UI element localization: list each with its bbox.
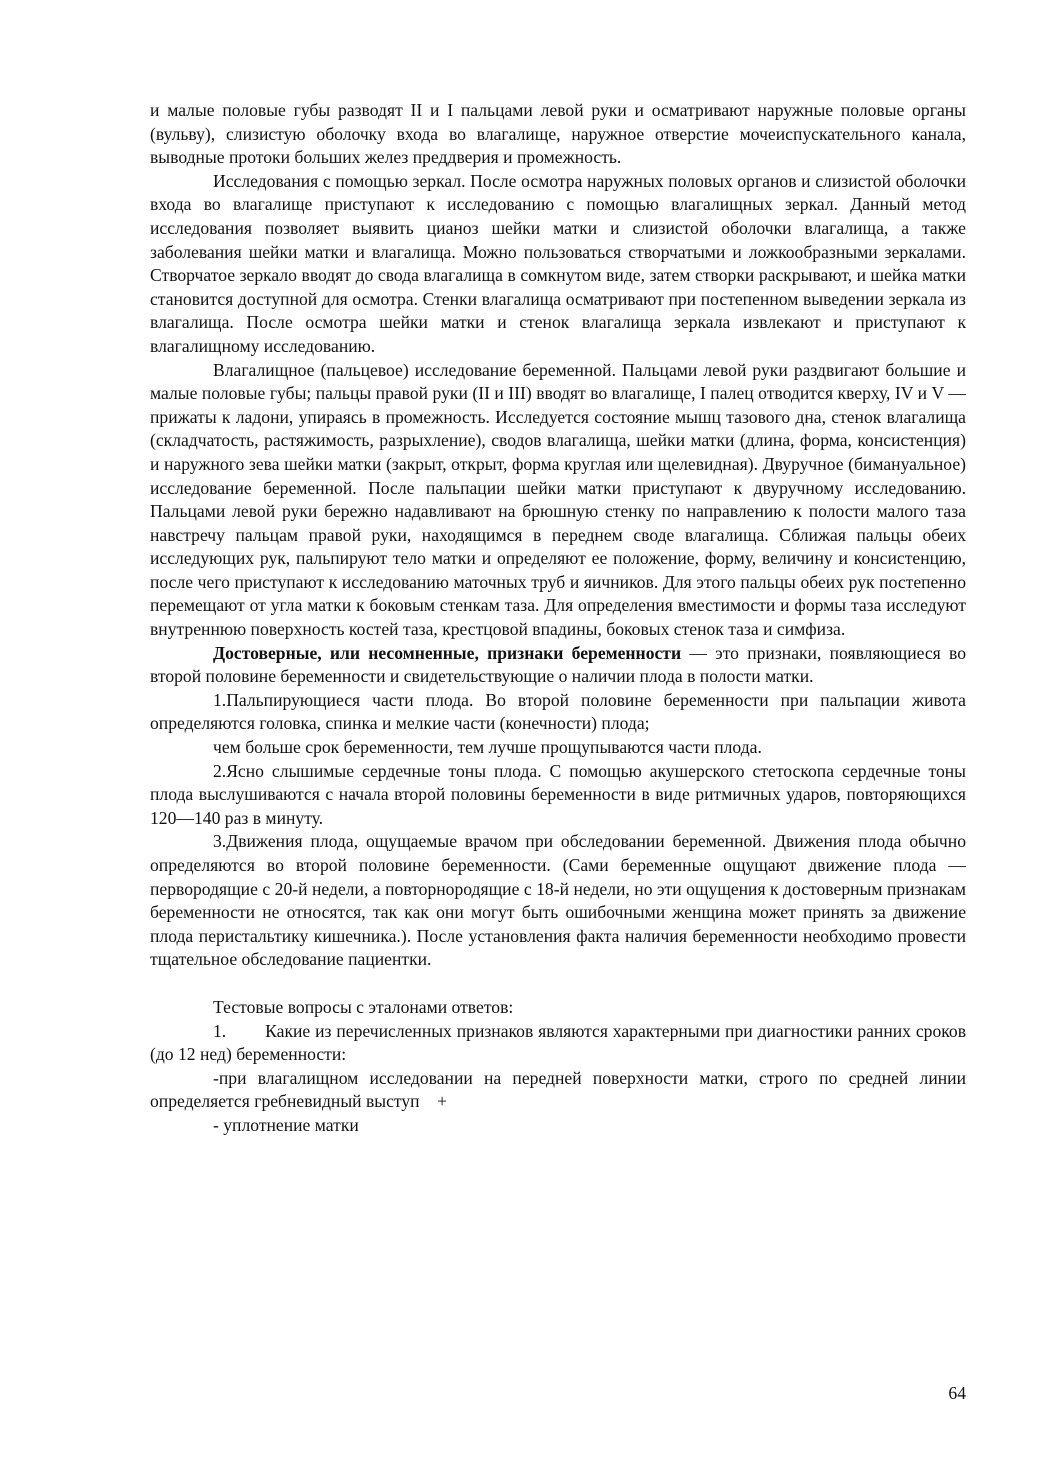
page-number: 64 bbox=[948, 1383, 966, 1403]
paragraph-sign-fetal-movement: 3.Движения плода, ощущаемые врачом при обследовании беременной. Движения плода обычно определяются во второй половине беременности. (Сами беременные ощущают движение плода — первородящие с 20-й недели, а повторнородящие с 18-й недели, но эти ощущения к достоверным признакам беременности не относятся, так как они могут быть ошибочными женщина может принять за движение плода перистальтику кишечника.). После установления факта наличия беременности необходимо провести тщательное обследование пациентки. bbox=[150, 831, 966, 970]
paragraph-reliable-signs bbox=[150, 642, 966, 689]
paragraph-sign-heart-tones: 2.Ясно слышимые сердечные тоны плода. С помощью акушерского стетоскопа сердечные тоны плода выслушиваются с начала второй половины беременности в виде ритмичных ударов, повторяющихся 120—140 раз в минуту. bbox=[150, 760, 966, 828]
test-answer-option-1: -при влагалищном исследовании на передней поверхности матки, строго по средней линии определяется гребневидный выступ + bbox=[150, 1067, 966, 1112]
paragraph-speculum-exam: Исследования с помощью зеркал. После осмотра наружных половых органов и слизистой оболочки входа во влагалище приступают к исследованию с помощью влагалищных зеркал. Данный метод исследования позволяет выявить цианоз шейки матки и слизистой оболочки влагалища, а также заболевания шейки матки и влагалища. Можно пользоваться створчатыми и ложкообразными зеркалами. Створчатое зеркало вводят до свода влагалища в сомкнутом виде, затем створки раскрывают, и шейка матки становится доступной для осмотра. Стенки влагалища осматривают при постепенном выведении зеркала из влагалища. После осмотра шейки матки и стенок влагалища зеркала извлекают и приступают к влагалищному исследованию. bbox=[150, 170, 966, 356]
test-answer-option-2: - уплотнение матки bbox=[213, 1114, 359, 1135]
reliable-signs-heading: Достоверные, или несомненные, признаки беременности bbox=[213, 642, 682, 663]
test-questions-heading: Тестовые вопросы с эталонами ответов: bbox=[213, 996, 514, 1017]
test-question-1: 1. Какие из перечисленных признаков являются характерными при диагностики ранних сроков (до 12 нед) беременности: bbox=[150, 1020, 966, 1065]
paragraph-sign-palpable-parts-cont: чем больше срок беременности, тем лучше прощупываются части плода. bbox=[213, 737, 762, 758]
reliable-signs-definition: — это признаки, появляющиеся во второй половине беременности и свидетельствующие о наличии плода в полости матки. bbox=[150, 642, 966, 687]
paragraph-gap bbox=[150, 972, 966, 996]
document-body bbox=[150, 99, 966, 1138]
paragraph-sign-palpable-parts: 1.Пальпирующиеся части плода. Во второй половине беременности при пальпации живота определяются головка, спинка и мелкие части (конечности) плода; bbox=[150, 689, 966, 734]
paragraph-vaginal-exam: Влагалищное (пальцевое) исследование беременной. Пальцами левой руки раздвигают большие и малые половые губы; пальцы правой руки (II и III) вводят во влагалище, I палец отводится кверху, IV и V —прижаты к ладони, упираясь в промежность. Исследуется состояние мышц тазового дна, стенок влагалища (складчатость, растяжимость, разрыхление), сводов влагалища, шейки матки (длина, форма, консистенция) и наружного зева шейки матки (закрыт, открыт, форма круглая или щелевидная). Двуручное (бимануальное) исследование беременной. После пальпации шейки матки приступают к двуручному исследованию. Пальцами левой руки бережно надавливают на брюшную стенку по направлению к полости малого таза навстречу пальцам правой руки, находящимся в переднем своде влагалища. Сближая пальцы обеих исследующих рук, пальпируют тело матки и определяют ее положение, форму, величину и консистенцию, после чего приступают к исследованию маточных труб и яичников. Для этого пальцы обеих рук постепенно перемещают от угла матки к боковым стенкам таза. Для определения вместимости и формы таза исследуют внутреннюю поверхность костей таза, крестцовой впадины, боковых стенок таза и симфиза. bbox=[150, 359, 966, 640]
paragraph-vulva-exam: и малые половые губы разводят II и I пальцами левой руки и осматривают наружные половые органы (вульву), слизистую оболочку входа во влагалище, наружное отверстие мочеиспускательного канала, выводные протоки больших желез преддверия и промежность. bbox=[150, 100, 966, 168]
